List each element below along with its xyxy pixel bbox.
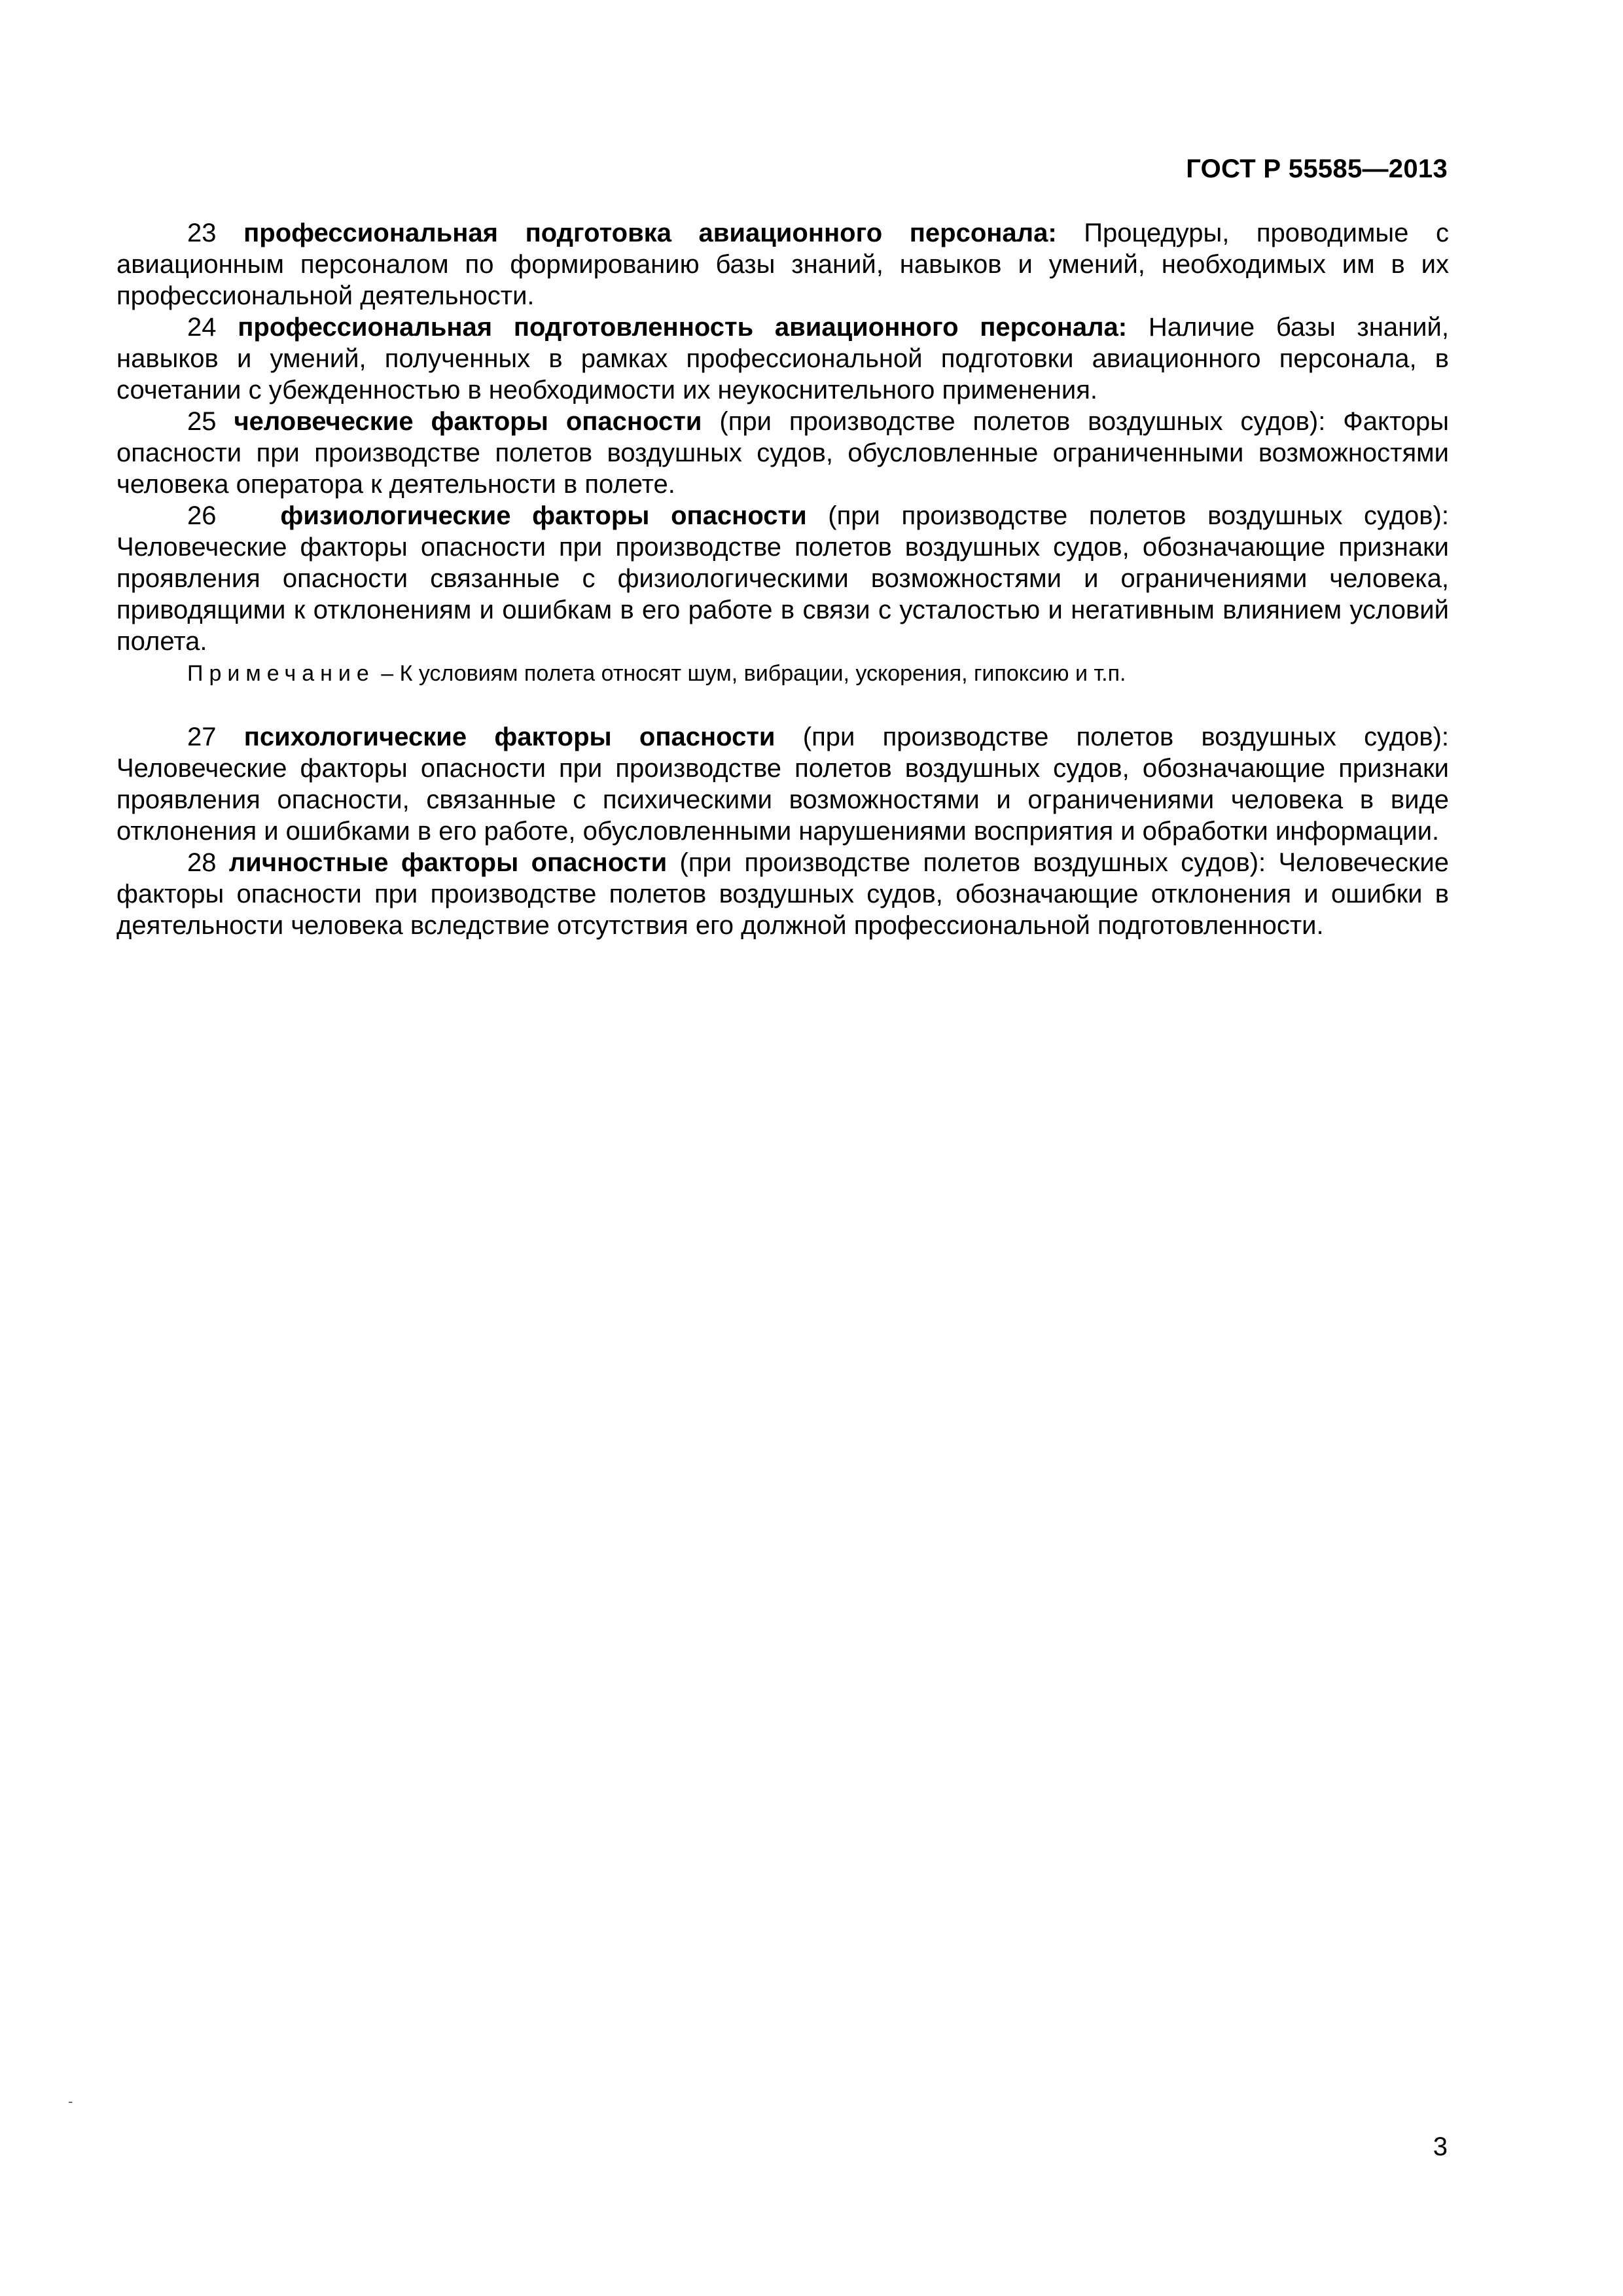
term-entry-23 [116,217,1449,312]
note-label: Примечание [187,661,375,686]
term-name: физиологические факторы опасности [280,501,807,530]
term-name: психологические факторы опасности [243,723,776,751]
term-qualifier: (при производстве полетов воздушных судов): [719,407,1326,436]
term-number: 26 [187,501,217,530]
term-definition: Наличие базы знаний, навыков и умений, полученных в рамках профессиональной подготовки авиационного персонала, в сочетании с убежденностью в необходимости их неукоснительного применения. [116,313,1449,404]
term-number: 25 [187,407,217,436]
note [116,660,1449,687]
term-entry-24 [116,312,1449,406]
term-definition: Факторы опасности при производстве полетов воздушных судов, обусловленные ограниченными возможностями человека оператора к деятельности в полете. [116,407,1450,499]
stray-mark: - [68,2093,73,2109]
term-qualifier: (при производстве полетов воздушных судов): [679,848,1266,877]
term-qualifier: (при производстве полетов воздушных судов): [802,723,1450,751]
term-number: 27 [187,723,217,751]
term-name: личностные факторы опасности [228,848,668,877]
term-number: 23 [187,219,217,247]
term-entry-28 [116,847,1449,941]
term-definition: Человеческие факторы опасности при производстве полетов воздушных судов, обозначающие отклонения и ошибки в деятельности человека вследствие отсутствия его должной профессиональной подготовленности. [116,848,1450,940]
note-text: К условиям полета относят шум, вибрации, ускорения, гипоксию и т.п. [399,661,1126,686]
term-number: 24 [187,313,217,342]
document-standard-id: ГОСТ Р 55585—2013 [1186,154,1448,183]
page-number: 3 [1433,2132,1448,2161]
term-name: профессиональная подготовленность авиационного персонала: [238,313,1128,342]
term-name: человеческие факторы опасности [234,407,702,436]
term-definition: Человеческие факторы опасности при производстве полетов воздушных судов, обозначающие признаки проявления опасности, связанные с психическими возможностями и ограничениями человека в виде отклонения и ошибками в его работе, обусловленными нарушениями восприятия и обработки информации. [116,754,1449,846]
term-qualifier: (при производстве полетов воздушных судов): [828,501,1449,530]
term-number: 28 [187,848,217,877]
term-entry-26 [116,500,1449,657]
term-definition: Человеческие факторы опасности при производстве полетов воздушных судов, обозначающие признаки проявления опасности связанные с физиологическими возможностями и ограничениями человека, приводящими к отклонениям и ошибкам в его работе в связи с усталостью и негативным влиянием условий полета. [116,533,1449,656]
term-entry-27 [116,721,1449,847]
terms-section [116,217,1449,941]
term-definition: Процедуры, проводимые с авиационным персоналом по формированию базы знаний, навыков и умений, необходимых им в их профессиональной деятельности. [116,219,1449,310]
term-name: профессиональная подготовка авиационного персонала: [243,219,1057,247]
note-separator: – [381,661,394,686]
term-entry-25 [116,406,1449,500]
